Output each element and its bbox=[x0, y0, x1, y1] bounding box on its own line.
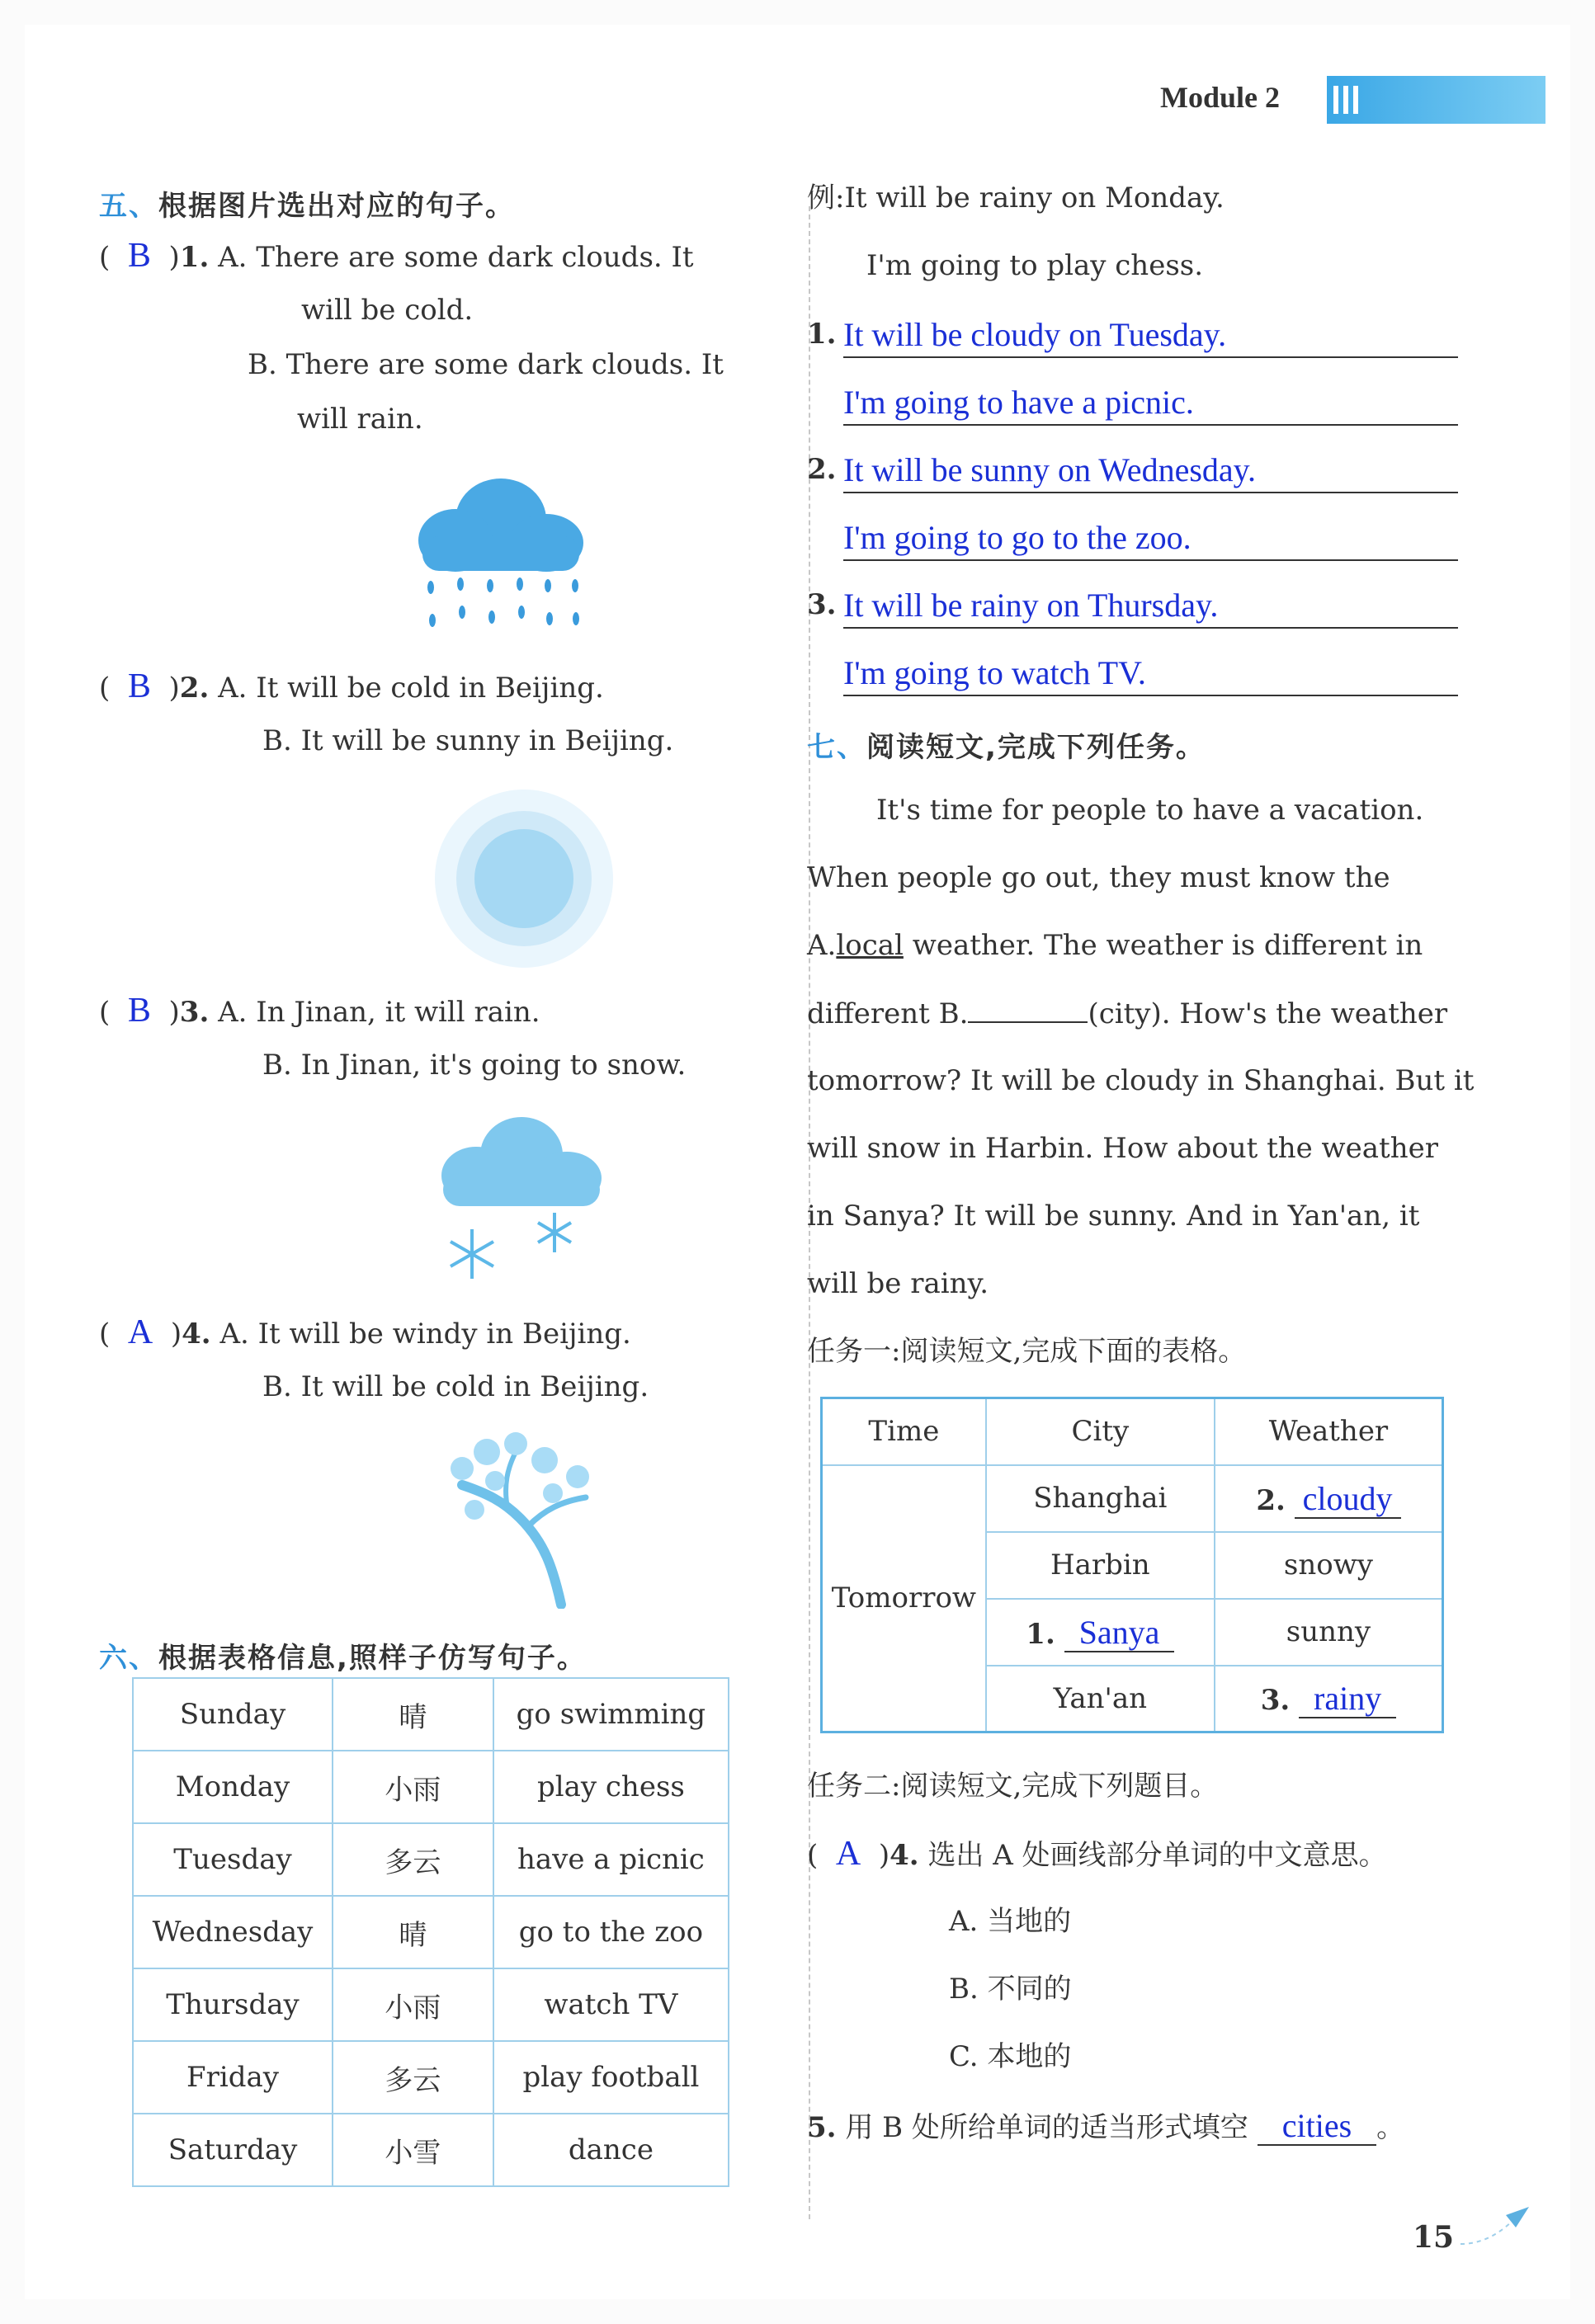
passage-line: in Sanya? It will be sunny. And in Yan'an, it bbox=[807, 1200, 1420, 1233]
passage-line: When people go out, they must know the bbox=[807, 861, 1390, 894]
weather-cell: 小雨 bbox=[333, 1968, 493, 2041]
answer-line: I'm going to go to the zoo. bbox=[843, 516, 1458, 561]
answer-line: It will be rainy on Thursday. bbox=[843, 584, 1458, 629]
activity-cell: play chess bbox=[493, 1751, 729, 1823]
table-row bbox=[133, 1823, 729, 1896]
question-5-3: ( B )3. A. In Jinan, it will rain. bbox=[99, 992, 540, 1030]
city-cell: Shanghai bbox=[986, 1465, 1215, 1532]
weather-cell: 2. cloudy bbox=[1215, 1465, 1443, 1532]
activity-cell: dance bbox=[493, 2114, 729, 2186]
option-text: B. It will be sunny in Beijing. bbox=[262, 724, 674, 757]
table-row bbox=[133, 1751, 729, 1823]
answer: B bbox=[127, 992, 151, 1030]
weather-cell: 多云 bbox=[333, 2041, 493, 2114]
option-text: B. In Jinan, it's going to snow. bbox=[262, 1049, 687, 1082]
day-cell: Tuesday bbox=[133, 1823, 333, 1896]
weather-cell: 3. rainy bbox=[1215, 1666, 1443, 1732]
table-header: City bbox=[986, 1398, 1215, 1465]
option-text: B. There are some dark clouds. It bbox=[248, 348, 724, 381]
table-row bbox=[133, 1896, 729, 1968]
activity-cell: watch TV bbox=[493, 1968, 729, 2041]
day-cell: Thursday bbox=[133, 1968, 333, 2041]
answer: A bbox=[835, 1835, 861, 1873]
option-text: B. It will be cold in Beijing. bbox=[262, 1370, 649, 1403]
answer-line: I'm going to watch TV. bbox=[843, 652, 1458, 696]
answer: B bbox=[127, 237, 151, 275]
city-cell: Yan'an bbox=[986, 1666, 1215, 1732]
task2-heading: 任务二:阅读短文,完成下列题目。 bbox=[807, 1770, 1219, 1803]
time-cell: Tomorrow bbox=[822, 1465, 986, 1732]
weather-table bbox=[820, 1397, 1444, 1733]
question-5-2: ( B )2. A. It will be cold in Beijing. bbox=[99, 667, 604, 705]
table-header: Time bbox=[822, 1398, 986, 1465]
option-text: A. 当地的 bbox=[949, 1905, 1072, 1938]
day-cell: Monday bbox=[133, 1751, 333, 1823]
passage-line: different B. (city). How's the weather bbox=[807, 997, 1448, 1030]
day-cell: Friday bbox=[133, 2041, 333, 2114]
passage-line: It's time for people to have a vacation. bbox=[876, 794, 1424, 827]
sun-icon bbox=[429, 784, 619, 973]
rain-cloud-icon bbox=[406, 462, 596, 643]
header-bar bbox=[1327, 76, 1545, 124]
table-row bbox=[133, 1678, 729, 1751]
weather-cell: snowy bbox=[1215, 1532, 1443, 1599]
activity-cell: have a picnic bbox=[493, 1823, 729, 1896]
passage-line: will snow in Harbin. How about the weather bbox=[807, 1132, 1438, 1165]
question-5-4: ( A )4. A. It will be windy in Beijing. bbox=[99, 1313, 631, 1351]
weather-cell: sunny bbox=[1215, 1599, 1443, 1666]
weather-cell: 多云 bbox=[333, 1823, 493, 1896]
weather-cell: 晴 bbox=[333, 1678, 493, 1751]
workbook-page bbox=[25, 25, 1570, 2299]
answer: A bbox=[127, 1313, 153, 1351]
weather-cell: 小雪 bbox=[333, 2114, 493, 2186]
module-title: Module 2 bbox=[1160, 81, 1281, 114]
answer-line: It will be cloudy on Tuesday. bbox=[843, 313, 1458, 358]
option-text: C. 本地的 bbox=[949, 2040, 1072, 2073]
page-number: 15 bbox=[1413, 2220, 1455, 2255]
section6-heading: 六、根据表格信息,照样子仿写句子。 bbox=[99, 1642, 587, 1675]
answer-number: 1. bbox=[807, 318, 837, 351]
activity-cell: go to the zoo bbox=[493, 1896, 729, 1968]
table-row bbox=[133, 2041, 729, 2114]
example-line-2: I'm going to play chess. bbox=[866, 249, 1204, 282]
passage-line: will be rainy. bbox=[807, 1267, 989, 1300]
answer: B bbox=[127, 667, 151, 705]
city-cell: Harbin bbox=[986, 1532, 1215, 1599]
answer-number: 3. bbox=[807, 588, 837, 621]
weather-cell: 晴 bbox=[333, 1896, 493, 1968]
question-5-1: ( B )1. A. There are some dark clouds. It bbox=[99, 237, 694, 275]
question-7-5: 5. 用 B 处所给单词的适当形式填空 cities 。 bbox=[807, 2107, 1405, 2144]
question-7-4: ( A )4. 选出 A 处画线部分单词的中文意思。 bbox=[807, 1835, 1387, 1873]
activity-cell: play football bbox=[493, 2041, 729, 2114]
task1-heading: 任务一:阅读短文,完成下面的表格。 bbox=[807, 1335, 1247, 1368]
city-cell: 1. Sanya bbox=[986, 1599, 1215, 1666]
table-row bbox=[133, 2114, 729, 2186]
day-cell: Sunday bbox=[133, 1678, 333, 1751]
passage-line: tomorrow? It will be cloudy in Shanghai. But it bbox=[807, 1064, 1475, 1097]
day-cell: Saturday bbox=[133, 2114, 333, 2186]
table-row bbox=[133, 1968, 729, 2041]
option-text: B. 不同的 bbox=[949, 1973, 1072, 2006]
option-text: will be cold. bbox=[301, 294, 474, 327]
weather-cell: 小雨 bbox=[333, 1751, 493, 1823]
answer-line: I'm going to have a picnic. bbox=[843, 381, 1458, 426]
answer-line: It will be sunny on Wednesday. bbox=[843, 449, 1458, 493]
activity-cell: go swimming bbox=[493, 1678, 729, 1751]
passage-line: A.local weather. The weather is different in bbox=[807, 929, 1423, 962]
option-text: will rain. bbox=[297, 403, 423, 436]
section5-heading: 五、根据图片选出对应的句子。 bbox=[99, 190, 515, 223]
weather-schedule-table bbox=[132, 1677, 729, 2187]
paper-plane-icon bbox=[1456, 2203, 1531, 2252]
section7-heading: 七、阅读短文,完成下列任务。 bbox=[807, 731, 1206, 764]
snow-cloud-icon bbox=[431, 1105, 612, 1295]
example-line-1: 例:It will be rainy on Monday. bbox=[807, 181, 1225, 214]
answer-number: 2. bbox=[807, 453, 837, 486]
day-cell: Wednesday bbox=[133, 1896, 333, 1968]
table-header: Weather bbox=[1215, 1398, 1443, 1465]
windy-tree-icon bbox=[437, 1427, 619, 1609]
